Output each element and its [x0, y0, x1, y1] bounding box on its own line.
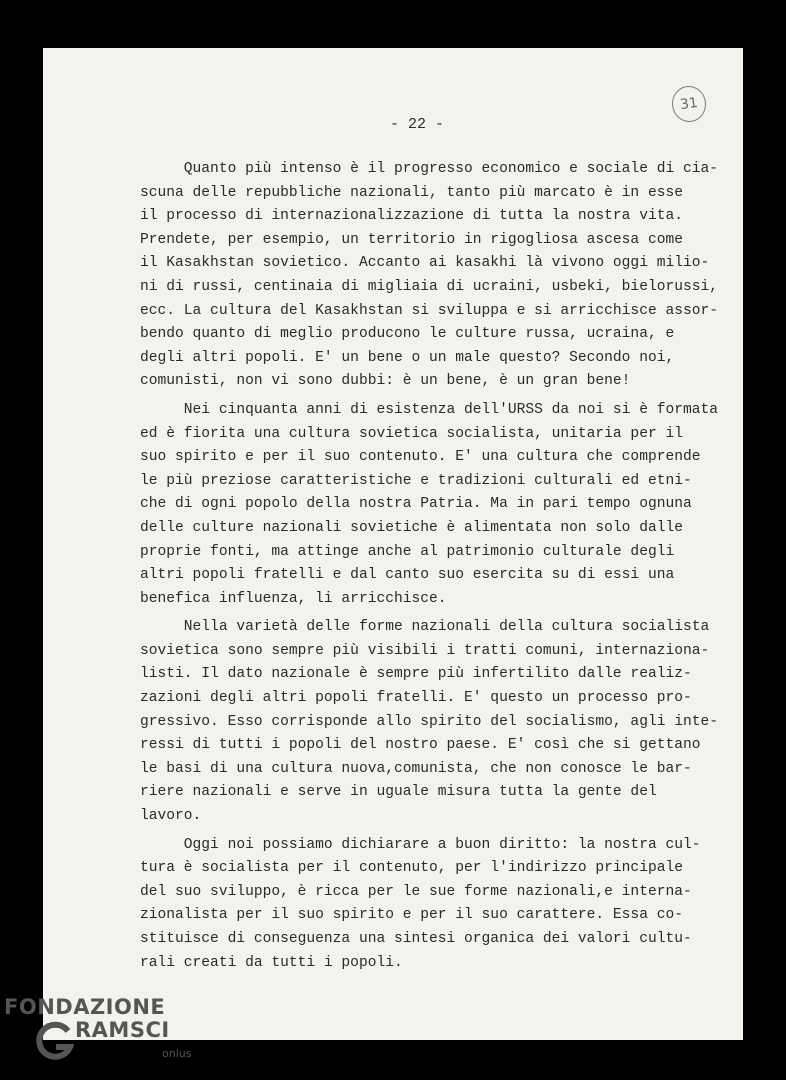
text-line: lavoro.: [140, 808, 202, 825]
paragraph-4: [140, 834, 700, 976]
text-line: comunisti, non vi sono dubbi: è un bene, è un gran bene!: [140, 373, 631, 390]
text-line: benefica influenza, li arricchisce.: [140, 590, 447, 607]
text-line: tura è socialista per il contenuto, per l'indirizzo principale: [140, 860, 683, 877]
text-line: delle culture nazionali sovietiche è alimentata non solo dalle: [140, 519, 683, 536]
paragraph-2: [140, 399, 719, 611]
text-line: altri popoli fratelli e dal canto suo esercita su di essi una: [140, 567, 675, 584]
page-number: - 22 -: [390, 116, 445, 133]
text-line: sovietica sono sempre più visibili i tratti comuni, internaziona-: [140, 642, 710, 659]
text-line: zazioni degli altri popoli fratelli. E' questo un processo pro-: [140, 690, 692, 707]
text-line: le basi di una cultura nuova,comunista, che non conosce le bar-: [140, 760, 692, 777]
text-line: rali creati da tutti i popoli.: [140, 954, 403, 971]
text-line: bendo quanto di meglio producono le culture russa, ucraina, e: [140, 326, 675, 343]
watermark-sub: onlus: [162, 1047, 192, 1060]
document-body: [140, 158, 719, 975]
paragraph-1: [140, 158, 719, 394]
text-line: degli altri popoli. E' un bene o un male questo? Secondo noi,: [140, 349, 675, 366]
text-line: scuna delle repubbliche nazionali, tanto più marcato è in esse: [140, 184, 683, 201]
text-line: ed è fiorita una cultura sovietica socialista, unitaria per il: [140, 425, 683, 442]
text-line: Nei cinquanta anni di esistenza dell'URSS da noi si è formata: [140, 401, 719, 418]
text-line: ecc. La cultura del Kasakhstan si sviluppa e si arricchisce assor-: [140, 302, 719, 319]
text-line: gressivo. Esso corrisponde allo spirito del socialismo, agli inte-: [140, 713, 719, 730]
text-line: zionalista per il suo spirito e per il suo carattere. Essa co-: [140, 907, 683, 924]
text-line: proprie fonti, ma attinge anche al patrimonio culturale degli: [140, 543, 675, 560]
text-line: suo spirito e per il suo contenuto. E' una cultura che comprende: [140, 449, 701, 466]
paragraph-3: [140, 616, 719, 828]
text-line: il processo di internazionalizzazione di tutta la nostra vita.: [140, 208, 683, 225]
text-line: Prendete, per esempio, un territorio in rigogliosa ascesa come: [140, 231, 683, 248]
text-line: che di ogni popolo della nostra Patria. Ma in pari tempo ognuna: [140, 496, 692, 513]
gramsci-g-logo-icon: [34, 1021, 74, 1061]
watermark-line1: FONDAZIONE: [4, 995, 166, 1019]
text-line: Oggi noi possiamo dichiarare a buon diritto: la nostra cul-: [140, 836, 701, 853]
text-line: le più preziose caratteristiche e tradizioni culturali ed etni-: [140, 472, 692, 489]
fondazione-gramsci-watermark: [4, 995, 204, 1075]
text-line: ni di russi, centinaia di migliaia di ucraini, usbeki, bielorussi,: [140, 278, 719, 295]
text-line: Quanto più intenso è il progresso economico e sociale di cia-: [140, 161, 719, 177]
text-line: riere nazionali e serve in uguale misura tutta la gente del: [140, 784, 657, 801]
archive-stamp: 31: [670, 84, 709, 124]
text-line: stituisce di conseguenza una sintesi organica dei valori cultu-: [140, 931, 692, 947]
text-line: il Kasakhstan sovietico. Accanto ai kasakhi là vivono oggi milio-: [140, 255, 710, 272]
text-line: listi. Il dato nazionale è sempre più infertilito dalle realiz-: [140, 666, 692, 683]
text-line: del suo sviluppo, è ricca per le sue forme nazionali,e interna-: [140, 883, 692, 900]
text-line: Nella varietà delle forme nazionali della cultura socialista: [140, 619, 710, 636]
text-line: ressi di tutti i popoli del nostro paese. E' così che si gettano: [140, 737, 701, 754]
watermark-line2: RAMSCI: [75, 1018, 170, 1042]
